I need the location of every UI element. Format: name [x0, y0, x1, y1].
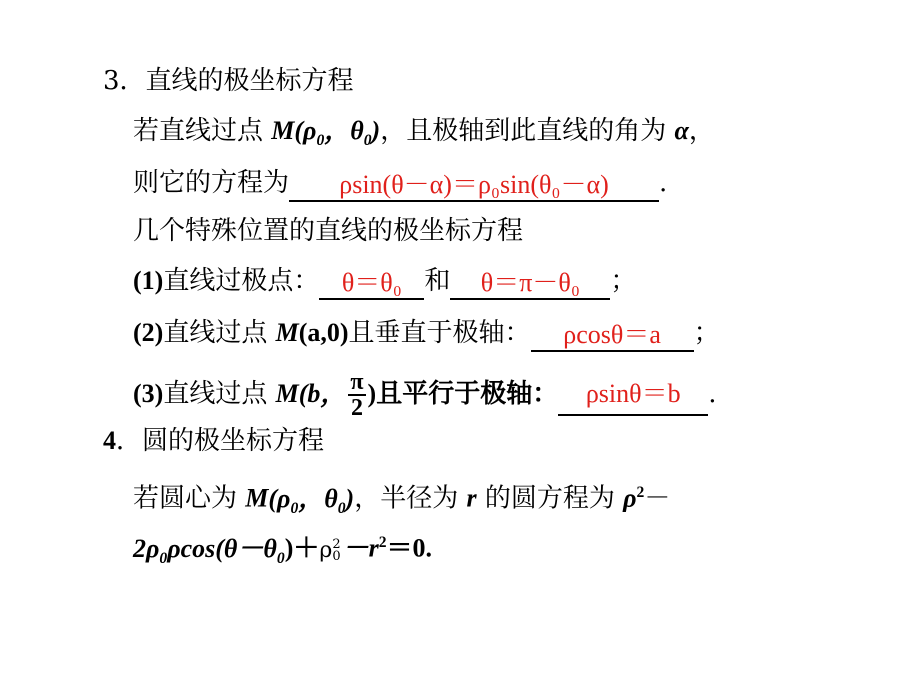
denominator: 2	[350, 395, 363, 421]
text-segment: 若圆心为	[133, 483, 246, 514]
subscript: 0	[363, 132, 372, 150]
line-point-angle	[133, 114, 715, 158]
case-1	[133, 264, 636, 300]
answer-text: θ＝θ₀	[341, 268, 402, 297]
subscript: 0	[159, 549, 168, 567]
circle-line-1	[133, 476, 670, 526]
superscript: 2	[378, 534, 387, 551]
term: －r	[342, 533, 379, 563]
numerator: π	[350, 369, 364, 395]
point-m: M	[245, 483, 269, 513]
superscript: 2	[636, 484, 645, 501]
punctuation: ；	[693, 318, 720, 348]
case-label: (3)	[133, 379, 164, 408]
coordinate: (a,0)	[298, 318, 349, 347]
term: ρcos(θ－θ	[167, 533, 277, 563]
text-segment: 直线过极点：	[163, 266, 320, 296]
point-m: M	[275, 379, 299, 408]
punctuation: .	[659, 168, 668, 198]
point-m: M	[271, 116, 295, 145]
case-label: (2)	[133, 318, 164, 347]
case-3	[133, 369, 717, 421]
subscript: 0	[332, 548, 341, 564]
text-segment: )且平行于极轴：	[367, 379, 559, 408]
theta-symbol: ，θ	[298, 483, 338, 513]
case-2	[133, 316, 720, 352]
text-segment: 直线过点	[163, 318, 276, 348]
answer-blank	[450, 264, 610, 300]
answer-blank	[319, 264, 424, 300]
coordinate: (b，	[298, 379, 347, 408]
paren: )	[345, 483, 355, 513]
rho-symbol: (ρ	[294, 116, 317, 145]
subscript: 0	[316, 132, 325, 150]
punctuation: .	[708, 379, 717, 409]
answer-blank	[289, 166, 659, 202]
theta-symbol: ，θ	[324, 116, 364, 145]
term: 2ρ	[133, 533, 160, 563]
radius-symbol: r	[466, 483, 477, 513]
text-segment: ，半径为	[354, 483, 467, 514]
subscript: 0	[290, 499, 299, 517]
term: )＋	[284, 533, 320, 563]
term: ＝0.	[386, 533, 433, 563]
rho-symbol: ρ	[319, 537, 333, 563]
text-segment: 的圆方程为	[476, 483, 624, 514]
section-number: 4	[103, 426, 116, 455]
fraction-pi-over-2	[348, 370, 365, 420]
section-3-heading: 3．直线的极坐标方程	[103, 66, 354, 96]
sup-sub-stack	[332, 536, 341, 564]
answer-text: ρsinθ＝b	[585, 379, 681, 408]
punctuation: ；	[610, 266, 637, 296]
line-special-positions: 几个特殊位置的直线的极坐标方程	[133, 216, 524, 246]
answer-text: ρcosθ＝a	[563, 320, 661, 349]
heading-text: ．圆的极坐标方程	[116, 426, 325, 456]
alpha-symbol: α	[674, 116, 689, 145]
punctuation: ，	[688, 116, 715, 146]
answer-text: θ＝π－θ₀	[480, 268, 580, 297]
minus-sign: －	[644, 483, 671, 514]
rho-symbol: (ρ	[268, 483, 291, 513]
case-label: (1)	[133, 266, 164, 295]
superscript: 2	[332, 536, 341, 552]
answer-blank	[558, 374, 708, 416]
circle-line-2	[133, 526, 432, 576]
text-segment: ，且极轴到此直线的角为	[380, 116, 675, 146]
answer-blank	[531, 316, 694, 352]
text-segment: 若直线过点	[133, 116, 272, 146]
rho-symbol: ρ	[623, 483, 637, 513]
answer-text: ρsin(θ－α)＝ρ₀sin(θ₀－α)	[339, 170, 609, 199]
text-segment: 则它的方程为	[133, 168, 290, 198]
point-m: M	[275, 318, 299, 347]
subscript: 0	[276, 549, 285, 567]
text-segment: 且垂直于极轴：	[348, 318, 531, 348]
text-segment: 直线过点	[163, 379, 276, 409]
subscript: 0	[337, 499, 346, 517]
paren: )	[371, 116, 381, 145]
text-segment: 和	[424, 266, 451, 296]
rho0-squared	[319, 538, 342, 563]
section-4-heading	[103, 424, 324, 458]
line-equation	[133, 166, 667, 202]
